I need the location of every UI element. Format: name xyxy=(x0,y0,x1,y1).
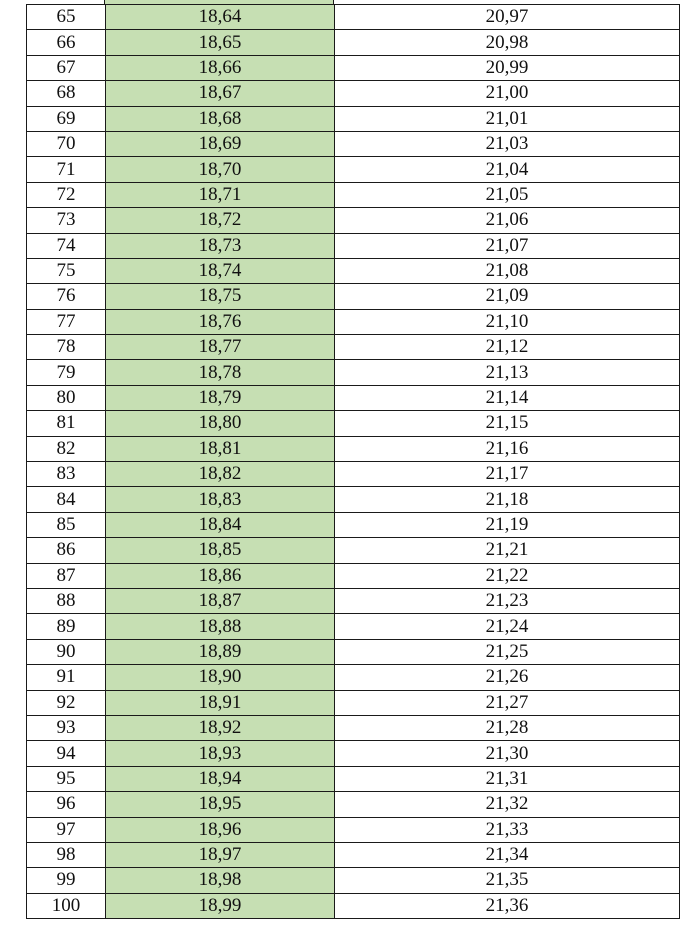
value-a-cell: 18,91 xyxy=(106,690,335,715)
table-row xyxy=(27,385,680,410)
row-number-cell: 92 xyxy=(27,690,106,715)
table-row xyxy=(27,5,680,30)
value-a-cell: 18,94 xyxy=(106,766,335,791)
value-b-cell: 20,99 xyxy=(335,55,680,80)
value-a-cell: 18,92 xyxy=(106,715,335,740)
value-a-cell: 18,90 xyxy=(106,665,335,690)
row-number-cell: 82 xyxy=(27,436,106,461)
table-row xyxy=(27,309,680,334)
row-number-cell: 94 xyxy=(27,741,106,766)
value-a-cell: 18,93 xyxy=(106,741,335,766)
row-number-cell: 95 xyxy=(27,766,106,791)
value-a-cell: 18,95 xyxy=(106,792,335,817)
row-number-cell: 87 xyxy=(27,563,106,588)
value-b-cell: 21,22 xyxy=(335,563,680,588)
row-number-cell: 73 xyxy=(27,208,106,233)
table-row xyxy=(27,233,680,258)
table-row xyxy=(27,411,680,436)
value-b-cell: 21,27 xyxy=(335,690,680,715)
value-a-cell: 18,66 xyxy=(106,55,335,80)
value-b-cell: 21,06 xyxy=(335,208,680,233)
table-row xyxy=(27,741,680,766)
row-number-cell: 99 xyxy=(27,868,106,893)
value-b-cell: 21,09 xyxy=(335,284,680,309)
row-number-cell: 69 xyxy=(27,106,106,131)
row-number-cell: 67 xyxy=(27,55,106,80)
table-row xyxy=(27,360,680,385)
value-b-cell: 21,15 xyxy=(335,411,680,436)
value-a-cell: 18,77 xyxy=(106,335,335,360)
value-a-cell: 18,86 xyxy=(106,563,335,588)
row-number-cell: 68 xyxy=(27,81,106,106)
table-row xyxy=(27,792,680,817)
value-a-cell: 18,98 xyxy=(106,868,335,893)
value-a-cell: 18,74 xyxy=(106,258,335,283)
row-number-cell: 80 xyxy=(27,385,106,410)
table-row xyxy=(27,487,680,512)
value-b-cell: 21,21 xyxy=(335,538,680,563)
value-b-cell: 20,98 xyxy=(335,30,680,55)
row-number-cell: 72 xyxy=(27,182,106,207)
row-number-cell: 98 xyxy=(27,842,106,867)
table-row xyxy=(27,258,680,283)
value-a-cell: 18,97 xyxy=(106,842,335,867)
value-b-cell: 21,08 xyxy=(335,258,680,283)
value-a-cell: 18,75 xyxy=(106,284,335,309)
value-a-cell: 18,72 xyxy=(106,208,335,233)
value-a-cell: 18,80 xyxy=(106,411,335,436)
table-row xyxy=(27,462,680,487)
row-number-cell: 71 xyxy=(27,157,106,182)
value-a-cell: 18,96 xyxy=(106,817,335,842)
row-number-cell: 79 xyxy=(27,360,106,385)
value-a-cell: 18,67 xyxy=(106,81,335,106)
row-number-cell: 77 xyxy=(27,309,106,334)
value-a-cell: 18,83 xyxy=(106,487,335,512)
table-row xyxy=(27,690,680,715)
table-row xyxy=(27,55,680,80)
value-b-cell: 21,30 xyxy=(335,741,680,766)
table-row xyxy=(27,868,680,893)
value-a-cell: 18,79 xyxy=(106,385,335,410)
value-b-cell: 21,34 xyxy=(335,842,680,867)
row-number-cell: 86 xyxy=(27,538,106,563)
value-a-cell: 18,69 xyxy=(106,131,335,156)
value-a-cell: 18,87 xyxy=(106,588,335,613)
value-b-cell: 21,12 xyxy=(335,335,680,360)
table-row xyxy=(27,436,680,461)
row-number-cell: 74 xyxy=(27,233,106,258)
table-row xyxy=(27,588,680,613)
value-b-cell: 21,03 xyxy=(335,131,680,156)
value-a-cell: 18,64 xyxy=(106,5,335,30)
table-row xyxy=(27,563,680,588)
value-b-cell: 21,14 xyxy=(335,385,680,410)
table-row xyxy=(27,639,680,664)
row-number-cell: 75 xyxy=(27,258,106,283)
value-b-cell: 21,25 xyxy=(335,639,680,664)
row-number-cell: 90 xyxy=(27,639,106,664)
value-b-cell: 21,07 xyxy=(335,233,680,258)
row-number-cell: 96 xyxy=(27,792,106,817)
value-a-cell: 18,76 xyxy=(106,309,335,334)
row-number-cell: 88 xyxy=(27,588,106,613)
value-a-cell: 18,81 xyxy=(106,436,335,461)
table-row xyxy=(27,538,680,563)
row-number-cell: 66 xyxy=(27,30,106,55)
value-a-cell: 18,70 xyxy=(106,157,335,182)
value-b-cell: 21,32 xyxy=(335,792,680,817)
value-a-cell: 18,85 xyxy=(106,538,335,563)
value-a-cell: 18,78 xyxy=(106,360,335,385)
value-a-cell: 18,71 xyxy=(106,182,335,207)
row-number-cell: 84 xyxy=(27,487,106,512)
table-row xyxy=(27,665,680,690)
value-b-cell: 20,97 xyxy=(335,5,680,30)
table-row xyxy=(27,715,680,740)
value-b-cell: 21,24 xyxy=(335,614,680,639)
value-b-cell: 21,19 xyxy=(335,512,680,537)
table-row xyxy=(27,131,680,156)
table-row xyxy=(27,30,680,55)
value-b-cell: 21,35 xyxy=(335,868,680,893)
table-row xyxy=(27,208,680,233)
value-b-cell: 21,31 xyxy=(335,766,680,791)
table-row xyxy=(27,766,680,791)
value-a-cell: 18,65 xyxy=(106,30,335,55)
row-number-cell: 78 xyxy=(27,335,106,360)
row-number-cell: 85 xyxy=(27,512,106,537)
row-number-cell: 93 xyxy=(27,715,106,740)
value-b-cell: 21,36 xyxy=(335,893,680,918)
table-row xyxy=(27,106,680,131)
value-a-cell: 18,82 xyxy=(106,462,335,487)
value-b-cell: 21,33 xyxy=(335,817,680,842)
row-number-cell: 91 xyxy=(27,665,106,690)
table-row xyxy=(27,614,680,639)
value-b-cell: 21,13 xyxy=(335,360,680,385)
value-b-cell: 21,23 xyxy=(335,588,680,613)
value-b-cell: 21,16 xyxy=(335,436,680,461)
value-b-cell: 21,05 xyxy=(335,182,680,207)
row-number-cell: 81 xyxy=(27,411,106,436)
table-row xyxy=(27,893,680,918)
row-number-cell: 70 xyxy=(27,131,106,156)
row-number-cell: 83 xyxy=(27,462,106,487)
row-number-cell: 65 xyxy=(27,5,106,30)
value-b-cell: 21,10 xyxy=(335,309,680,334)
row-number-cell: 100 xyxy=(27,893,106,918)
value-b-cell: 21,17 xyxy=(335,462,680,487)
table-row xyxy=(27,817,680,842)
value-a-cell: 18,84 xyxy=(106,512,335,537)
table-row xyxy=(27,512,680,537)
row-number-cell: 97 xyxy=(27,817,106,842)
table-row xyxy=(27,182,680,207)
table-body xyxy=(27,5,680,919)
table-row xyxy=(27,157,680,182)
value-a-cell: 18,73 xyxy=(106,233,335,258)
data-table xyxy=(26,4,680,919)
table-row xyxy=(27,81,680,106)
value-a-cell: 18,88 xyxy=(106,614,335,639)
value-a-cell: 18,89 xyxy=(106,639,335,664)
value-b-cell: 21,28 xyxy=(335,715,680,740)
value-b-cell: 21,00 xyxy=(335,81,680,106)
table-row xyxy=(27,842,680,867)
value-b-cell: 21,04 xyxy=(335,157,680,182)
row-number-cell: 76 xyxy=(27,284,106,309)
value-a-cell: 18,68 xyxy=(106,106,335,131)
value-b-cell: 21,01 xyxy=(335,106,680,131)
row-number-cell: 89 xyxy=(27,614,106,639)
value-a-cell: 18,99 xyxy=(106,893,335,918)
table-row xyxy=(27,284,680,309)
table-row xyxy=(27,335,680,360)
value-b-cell: 21,26 xyxy=(335,665,680,690)
value-b-cell: 21,18 xyxy=(335,487,680,512)
